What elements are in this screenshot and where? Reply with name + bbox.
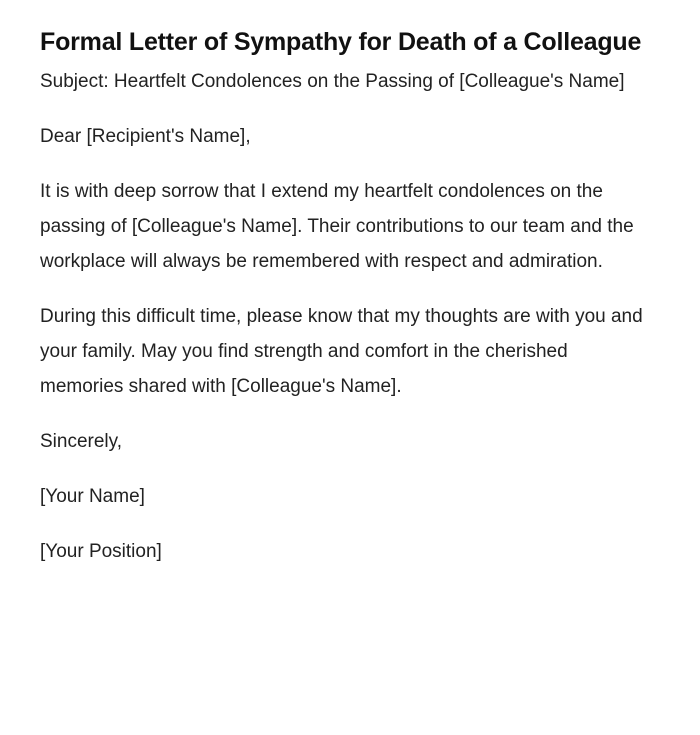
page-title: Formal Letter of Sympathy for Death of a Colleague [40,28,642,56]
letter-closing: Sincerely, [40,431,123,452]
letter-paragraph-1: It is with deep sorrow that I extend my heartfelt condolences on the passing of [Colleague's Name]. Their contributions to our team and the workplace will always be remembered with respect and admiration. [40,181,634,272]
letter-salutation: Dear [Recipient's Name], [40,126,251,147]
sender-name: [Your Name] [40,486,145,507]
letter-document [40,20,650,569]
sender-position: [Your Position] [40,541,162,562]
letter-paragraph-2: During this difficult time, please know that my thoughts are with you and your family. May you find strength and comfort in the cherished memories shared with [Colleague's Name]. [40,306,643,397]
letter-subject: Subject: Heartfelt Condolences on the Passing of [Colleague's Name] [40,71,625,92]
